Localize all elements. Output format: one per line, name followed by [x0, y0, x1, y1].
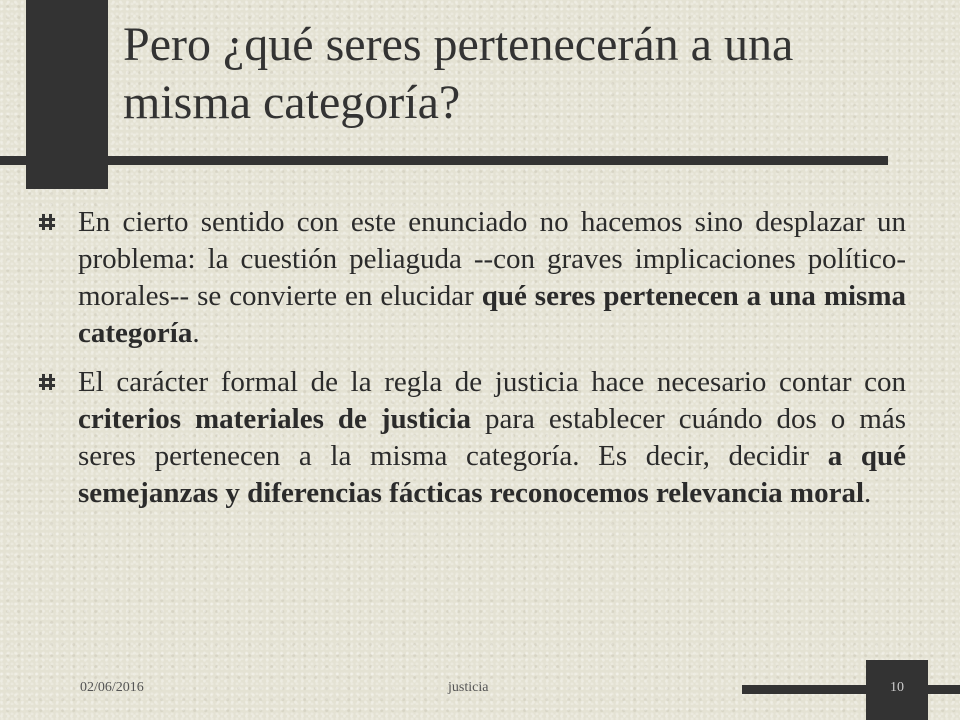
- hash-bullet-icon: [38, 213, 56, 231]
- decorative-title-underline: [0, 156, 888, 165]
- slide-body: [38, 204, 906, 524]
- bullet-item-2: [38, 364, 906, 512]
- bullet-2-text-middle: para establecer cuándo dos o más seres pertenecen a la misma categoría. Es decir, decidir: [78, 403, 907, 472]
- bullet-1-bold-phrase: qué seres pertenecen a una misma categoría: [78, 280, 906, 349]
- decorative-footer-line: [742, 685, 866, 694]
- bullet-2-bold-phrase-2: a qué semejanzas y diferencias fácticas reconocemos relevancia moral: [78, 440, 906, 509]
- bullet-2-text-start: El carácter formal de la regla de justicia hace necesario contar con: [78, 366, 906, 398]
- decorative-footer-line-right: [928, 685, 960, 694]
- bullet-2-text-end: .: [864, 477, 872, 509]
- bullet-1-text-start: En cierto sentido con este enunciado no hacemos sino desplazar un problema: la cuestión peliaguda --con graves implicaciones político-morales-- se convierte en elucidar: [78, 206, 906, 312]
- bullet-item-1: [38, 204, 906, 352]
- footer-title: justicia: [448, 680, 489, 695]
- footer-date: 02/06/2016: [80, 680, 144, 695]
- bullet-2-bold-phrase-1: criterios materiales de justicia: [78, 403, 472, 435]
- page-number: 10: [890, 680, 904, 695]
- slide-title: Pero ¿qué seres pertenecerán a una misma categoría?: [123, 18, 794, 129]
- hash-bullet-icon: [38, 373, 56, 391]
- bullet-1-text-end: .: [192, 317, 200, 349]
